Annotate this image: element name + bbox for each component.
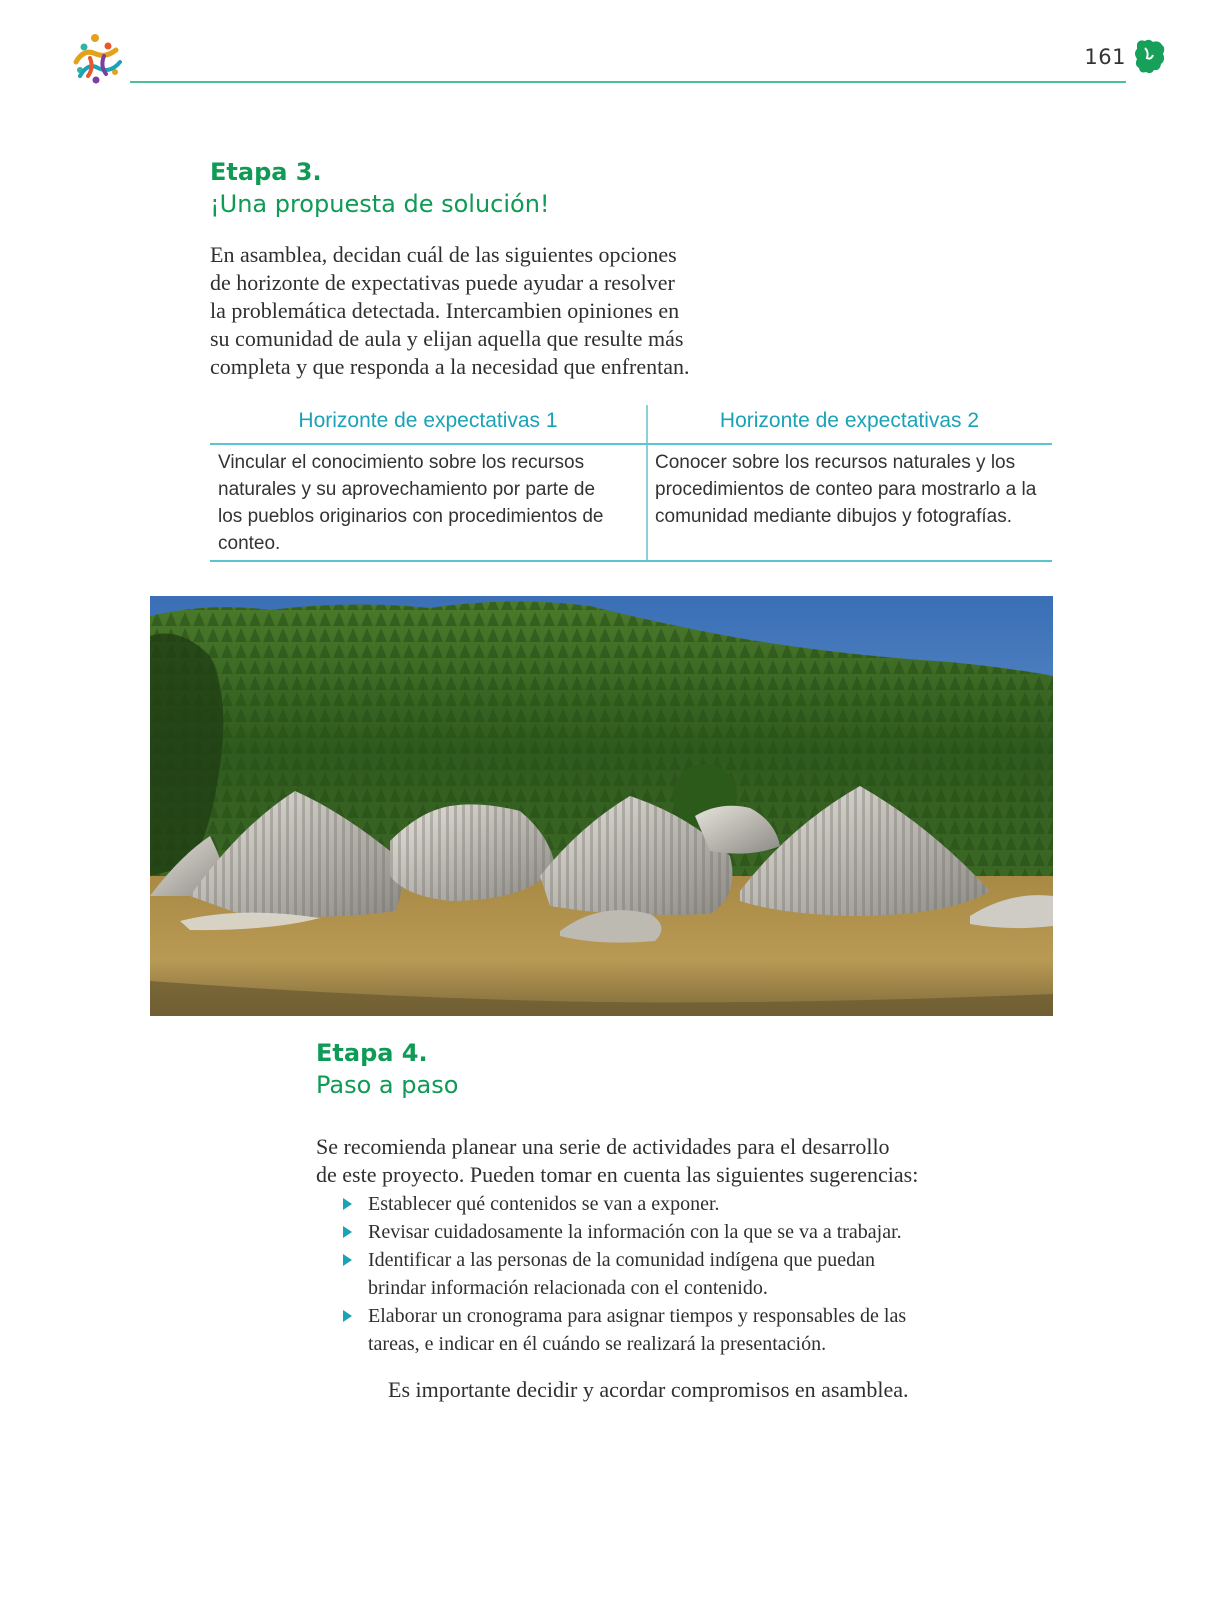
list-item-line: tareas, e indicar en él cuándo se realizará la presentación. [368, 1333, 827, 1355]
table-cell-line: procedimientos de conteo para mostrarlo a la [655, 479, 1037, 500]
table-cell-line: conteo. [218, 533, 281, 554]
list-item-line: Revisar cuidadosamente la información con la que se va a trabajar. [368, 1221, 902, 1243]
stage3-intro-line: completa y que responda a la necesidad que enfrentan. [210, 354, 690, 379]
list-item [316, 1218, 1016, 1246]
table-header-1: Horizonte de expectativas 1 [298, 409, 558, 432]
table-cell-1 [218, 449, 628, 557]
page-number: 161 [1084, 45, 1126, 69]
table-cell-line: Conocer sobre los recursos naturales y los [655, 452, 1016, 473]
table-column-1 [210, 405, 646, 561]
stage3-intro-line: su comunidad de aula y elijan aquella que resulte más [210, 326, 684, 351]
stage4-title: Etapa 4. [316, 1039, 428, 1067]
list-item-line: Elaborar un cronograma para asignar tiempos y responsables de las [368, 1305, 907, 1327]
list-item-line: brindar información relacionada con el contenido. [368, 1277, 768, 1299]
stage3-intro-line: En asamblea, decidan cuál de las siguientes opciones [210, 242, 677, 267]
stage4-heading [316, 1037, 916, 1101]
stage3-intro [210, 241, 770, 381]
expectations-table [210, 405, 1052, 561]
list-item [316, 1190, 1016, 1218]
stage3-heading [210, 156, 810, 220]
green-region-mark-icon [1133, 38, 1167, 76]
table-cell-line: naturales y su aprovechamiento por parte de [218, 479, 596, 500]
stage3-subtitle: ¡Una propuesta de solución! [210, 190, 550, 218]
stage3-intro-line: de horizonte de expectativas puede ayudar a resolver [210, 270, 675, 295]
table-cell-line: comunidad mediante dibujos y fotografías. [655, 506, 1012, 527]
triangle-bullet-icon [343, 1310, 352, 1322]
stage3-title: Etapa 3. [210, 158, 322, 186]
table-column-2 [647, 405, 1052, 561]
table-cell-line: los pueblos originarios con procedimientos de [218, 506, 604, 527]
table-cell-line: Vincular el conocimiento sobre los recursos [218, 452, 585, 473]
stage3-intro-line: la problemática detectada. Intercambien opiniones en [210, 298, 680, 323]
stage4-intro-line: de este proyecto. Pueden tomar en cuenta las siguientes sugerencias: [316, 1162, 919, 1187]
stage4-intro-line: Se recomienda planear una serie de actividades para el desarrollo [316, 1134, 890, 1159]
list-item-line: Establecer qué contenidos se van a exponer. [368, 1193, 720, 1215]
table-bottom-rule [210, 560, 1052, 562]
closing-statement: Es importante decidir y acordar compromisos en asamblea. [388, 1377, 909, 1402]
header-divider [130, 81, 1126, 83]
figures-circle-logo-icon [70, 32, 126, 86]
suggestions-list [316, 1190, 1016, 1358]
triangle-bullet-icon [343, 1226, 352, 1238]
landscape-photo-icon [150, 596, 1053, 1016]
stage4-subtitle: Paso a paso [316, 1071, 459, 1099]
table-column-divider [646, 405, 648, 561]
table-header-rule [210, 443, 1052, 445]
table-cell-2 [655, 449, 1050, 530]
list-item [316, 1302, 1016, 1358]
stage4-intro [316, 1133, 1016, 1189]
triangle-bullet-icon [343, 1254, 352, 1266]
table-header-2: Horizonte de expectativas 2 [719, 409, 980, 432]
list-item-line: Identificar a las personas de la comunidad indígena que puedan [368, 1249, 876, 1271]
triangle-bullet-icon [343, 1198, 352, 1210]
list-item [316, 1246, 1016, 1302]
